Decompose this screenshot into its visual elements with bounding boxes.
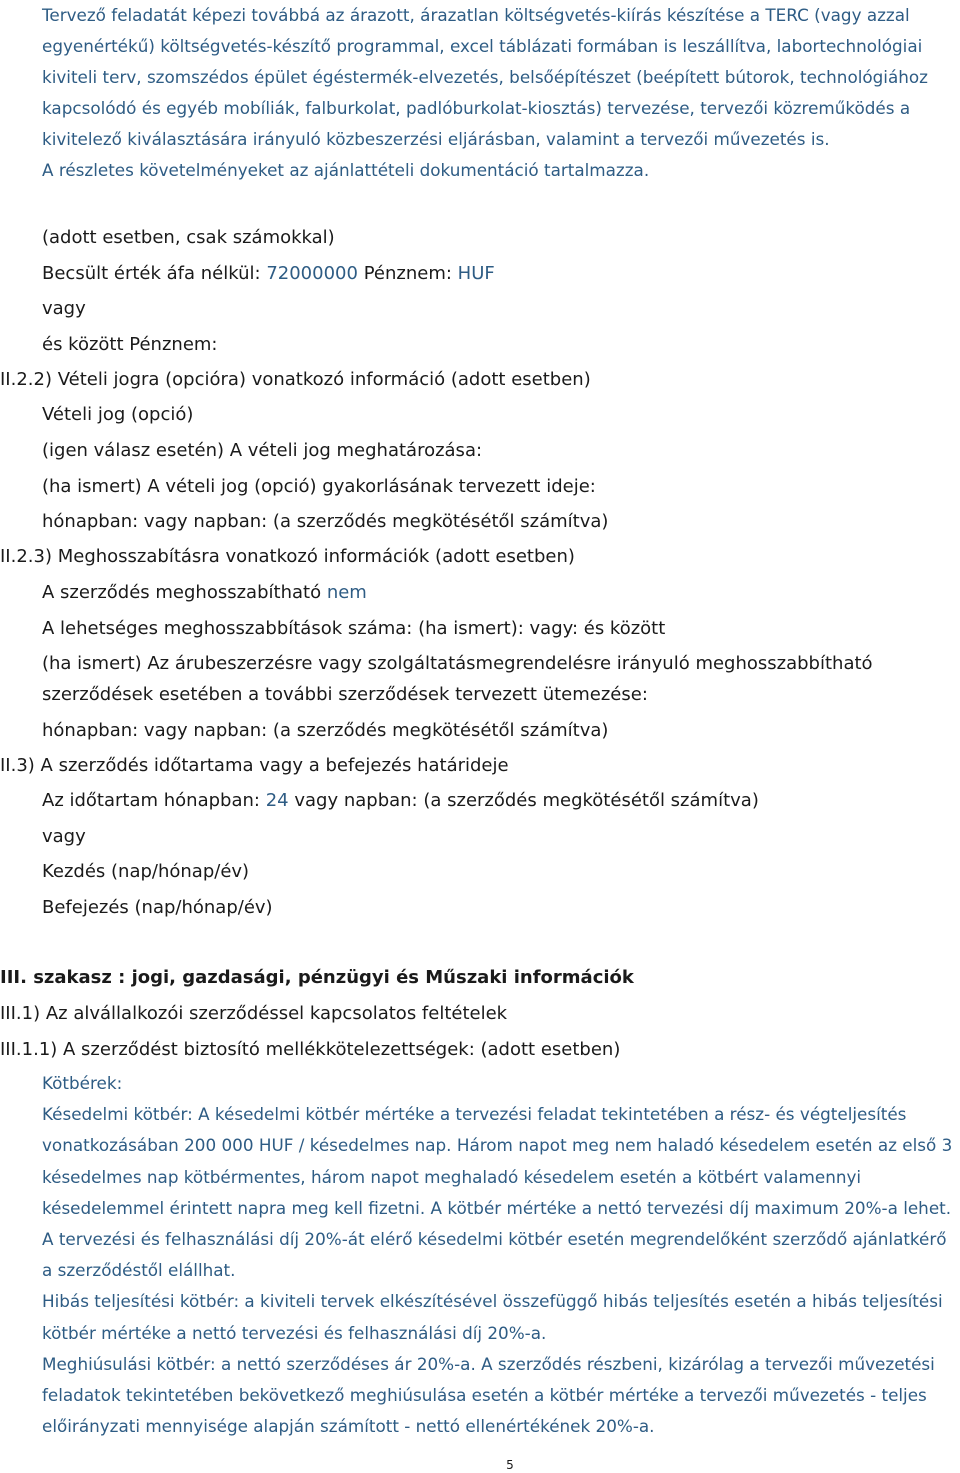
value-or: vagy	[42, 298, 86, 319]
intro-block	[42, 0, 960, 186]
option-if-yes: (igen válasz esetén) A vételi jog meghatározása:	[42, 440, 483, 461]
penalty-defect: Hibás teljesítési kötbér: a kiviteli tervek elkészítésével összefüggő hibás teljesítés esetén a hibás teljesítési kötbér mértéke a nettó tervezési és felhasználási díj 20%-a.	[42, 1291, 943, 1343]
penalty-failure: Meghiúsulási kötbér: a nettó szerződéses ár 20%-a. A szerződés részbeni, kizárólag a tervezői művezetési feladatok tekintetében bekövetkező meghiúsulása esetén a kötbér mértéke a tervezői művezetés - teljes előirányzati mennyisége alapján számított - nettó ellenértékének 20%-a.	[42, 1353, 935, 1437]
term-duration-value: 24	[265, 790, 289, 811]
extension-heading: II.2.3) Meghosszabításra vonatkozó információk (adott esetben)	[0, 546, 575, 567]
estimated-label: Becsült érték áfa nélkül:	[42, 263, 261, 284]
option-label: Vételi jog (opció)	[42, 404, 194, 425]
estimated-value-line	[42, 262, 495, 286]
option-duration: hónapban: vagy napban: (a szerződés megkötésétől számítva)	[42, 511, 609, 532]
term-duration-suffix: vagy napban: (a szerződés megkötésétől számítva)	[294, 790, 759, 811]
penalties-block	[42, 1068, 960, 1442]
term-duration-label: Az időtartam hónapban:	[42, 790, 260, 811]
section3-sub11: III.1.1) A szerződést biztosító mellékkötelezettségek: (adott esetben)	[0, 1039, 621, 1060]
currency-value: HUF	[457, 263, 495, 284]
term-heading: II.3) A szerződés időtartama vagy a befejezés határideje	[0, 755, 509, 776]
value-note: (adott esetben, csak számokkal)	[42, 227, 335, 248]
term-or: vagy	[42, 826, 86, 847]
extendable-label: A szerződés meghosszabítható	[42, 582, 322, 603]
extendable-value: nem	[326, 582, 367, 603]
value-range: és között Pénznem:	[42, 334, 218, 355]
page-number: 5	[506, 1458, 514, 1472]
intro-paragraph: Tervező feladatát képezi továbbá az árazott, árazatlan költségvetés-kiírás készítése a TERC (vagy azzal egyenértékű) költségvetés-készítő programmal, excel táblázati formában is leszállítva, labortechnológiai kiviteli terv, szomszédos épület égéstermék-elvezetés, belsőépítészet (beépített bútorok, technológiához kapcsolódó és egyéb mobíliák, falburkolat, padlóburkolat-kiosztás) tervezése, tervezői közreműködés a kivitelező kiválasztására irányuló közbeszerzési eljárásban, valamint a tervezői művezetés is.	[42, 5, 928, 149]
extension-count: A lehetséges meghosszabbítások száma: (ha ismert): vagy: és között	[42, 618, 666, 639]
term-start: Kezdés (nap/hónap/év)	[42, 861, 250, 882]
section3-heading: III. szakasz : jogi, gazdasági, pénzügyi és Műszaki információk	[0, 967, 634, 988]
term-end: Befejezés (nap/hónap/év)	[42, 897, 273, 918]
option-if-known: (ha ismert) A vételi jog (opció) gyakorlásának tervezett ideje:	[42, 476, 596, 497]
extendable-line	[42, 581, 367, 605]
term-duration-line	[42, 789, 759, 813]
option-heading: II.2.2) Vételi jogra (opcióra) vonatkozó információ (adott esetben)	[0, 369, 591, 390]
extension-schedule-1: (ha ismert) Az árubeszerzésre vagy szolgáltatásmegrendelésre irányuló meghosszabbítható	[42, 653, 873, 674]
intro-details: A részletes követelményeket az ajánlattételi dokumentáció tartalmazza.	[42, 160, 650, 180]
section3-sub1: III.1) Az alvállalkozói szerződéssel kapcsolatos feltételek	[0, 1003, 508, 1024]
penalty-delay: Késedelmi kötbér: A késedelmi kötbér mértéke a tervezési feladat tekintetében a rész- és végteljesítés vonatkozásában 200 000 HUF / késedelmes nap. Három napot meg nem haladó késedelem esetén az első 3 késedelmes nap kötbérmentes, három napot meghaladó késedelem esetén a kötbért valamennyi késedelemmel érintett napra meg kell fizetni. A kötbér mértéke a nettó tervezési díj maximum 20%-a lehet. A tervezési és felhasználási díj 20%-át elérő késedelmi kötbér esetén megrendelőként szerződő ajánlatkérő a szerződéstől elállhat.	[42, 1104, 953, 1281]
currency-label: Pénznem:	[363, 263, 452, 284]
extension-duration: hónapban: vagy napban: (a szerződés megkötésétől számítva)	[42, 720, 609, 741]
penalties-title: Kötbérek:	[42, 1073, 123, 1093]
extension-schedule-2: szerződések esetében a további szerződések tervezett ütemezése:	[42, 684, 648, 705]
estimated-value: 72000000	[266, 263, 358, 284]
